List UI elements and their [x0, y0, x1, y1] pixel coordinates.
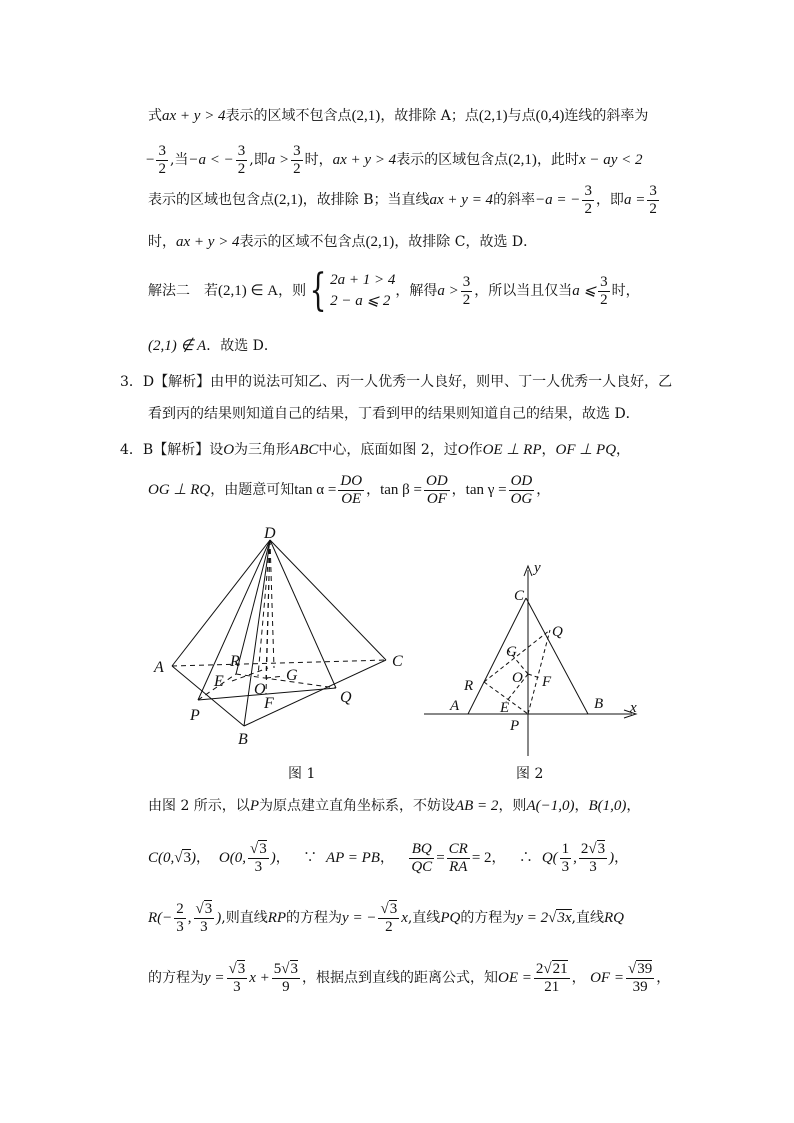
math: (2,1)	[274, 192, 303, 208]
label-D: D	[264, 526, 276, 542]
fraction: $\frac{OD}{OF}$	[425, 472, 448, 507]
text-line-6	[148, 336, 278, 356]
text: 表示的区域不包含点	[239, 234, 366, 250]
text: ,当	[169, 152, 189, 168]
label-C: C	[392, 653, 403, 670]
text: ，故排除 A；点	[380, 108, 479, 124]
label-y: y	[534, 560, 541, 576]
math: (2,1)	[508, 152, 537, 168]
label-B: B	[594, 696, 604, 712]
text: 时，	[611, 283, 640, 299]
label-R: R	[464, 678, 474, 694]
brace: {	[309, 265, 327, 316]
label-Q: Q	[552, 624, 563, 640]
label-E: E	[214, 673, 224, 690]
fraction: $\frac{√3}{3}$	[195, 900, 213, 935]
math: −a < −	[188, 152, 234, 168]
fraction: $\frac{1}{3}$	[561, 840, 570, 875]
fraction: $\frac{5√3}{9}$	[273, 960, 299, 995]
label-F: F	[542, 674, 552, 690]
fraction: $\frac{3}{2}$	[237, 142, 246, 177]
text: 表示的区域也包含点	[148, 192, 274, 208]
math: a >	[267, 152, 290, 168]
math: a =	[623, 192, 646, 208]
math: (2,1) ∉ A	[148, 338, 207, 354]
fraction: $\frac{√3}{3}$	[228, 960, 246, 995]
text: 时，	[304, 152, 333, 168]
fraction: $\frac{3}{2}$	[649, 182, 657, 217]
text: 连线的斜率为	[564, 108, 649, 124]
math: ax + y = 4	[429, 192, 494, 208]
fraction: $\frac{3}{2}$	[462, 273, 471, 308]
text: ，此时	[536, 152, 579, 168]
label-O: O	[254, 681, 266, 698]
fraction: $\frac{3}{2}$	[293, 142, 301, 177]
coord-line-4: 的方程为y = $\frac{√3}{3}$ x + $\frac{5√3}{9}$ ，根据点到直线的距离公式，知OE = $\frac{2√21}{21}$ ， OF = $\frac{√39}{39}$ ，	[148, 960, 671, 995]
text: ，故排除 B；当直线	[302, 192, 430, 208]
math: −a = −	[535, 192, 581, 208]
math: (0,4)	[535, 108, 565, 124]
fraction: $\frac{√3}{3}$	[249, 840, 267, 875]
item-3-line-1: 3．D【解析】由甲的说法可知乙、丙一人优秀一人良好，则甲、丁一人优秀一人良好，乙	[120, 374, 673, 390]
label-A: A	[154, 659, 164, 676]
label-E: E	[500, 700, 510, 716]
fraction: $\frac{√39}{39}$	[627, 960, 653, 995]
label-F: F	[264, 695, 274, 712]
text: 式	[148, 108, 162, 124]
fraction: $\frac{3}{2}$	[584, 182, 592, 217]
math: (2,1) ∈ A	[218, 283, 279, 299]
text: ，故排除 C，故选 D．	[394, 234, 538, 250]
math: a ⩽	[572, 283, 597, 299]
math: x − ay < 2	[578, 152, 643, 168]
text: 表示的区域包含点	[396, 152, 509, 168]
item-4-line-2: OG ⊥ RQ，由题意可知tan α = $\frac{DO}{OE}$ ，tan β = $\frac{OD}{OF}$ ，tan γ = $\frac{OD}{OG}$ ，	[148, 472, 551, 507]
fraction: $\frac{2√21}{21}$	[535, 960, 568, 995]
text-line-2	[146, 140, 643, 180]
fraction: $\frac{BQ}{QC}$	[411, 840, 433, 875]
label-G: G	[506, 644, 517, 660]
math: (2,1)	[478, 108, 508, 124]
fraction: $\frac{CR}{RA}$	[448, 840, 468, 875]
text-line-4	[148, 232, 537, 252]
fraction: $\frac{2}{3}$	[176, 900, 184, 935]
math: ax + y > 4	[162, 108, 226, 124]
label-R: R	[230, 653, 240, 670]
math: a >	[437, 283, 459, 299]
text: ，则	[278, 283, 307, 299]
figure-1-pyramid	[148, 526, 418, 748]
figure-2-caption: 图 2	[516, 766, 544, 782]
figure-1-caption: 图 1	[288, 766, 316, 782]
label-B: B	[238, 731, 248, 748]
math: ax + y > 4	[176, 234, 240, 250]
text: ，解得	[395, 283, 438, 299]
fraction: $\frac{√3}{2}$	[380, 900, 398, 935]
item-4-line-1: 4．B【解析】设O为三角形ABC中心，底面如图 2，过O作OE ⊥ RP，OF ⊥ PQ，	[120, 442, 631, 458]
text: ．故选 D．	[206, 338, 278, 354]
fraction: $\frac{3}{2}$	[600, 273, 608, 308]
label-A: A	[450, 698, 460, 714]
math: (2,1)	[365, 234, 395, 250]
label-Q: Q	[340, 689, 352, 706]
text: ,即	[249, 152, 268, 168]
text: 的斜率	[493, 192, 536, 208]
figure-2-coordinate-plot	[424, 556, 644, 766]
text-line-3	[148, 180, 661, 220]
label-G: G	[286, 667, 298, 684]
math: −	[146, 152, 155, 168]
item-3-line-2: 看到丙的结果则知道自己的结果，丁看到甲的结果则知道自己的结果，故选 D．	[148, 406, 640, 422]
label-P: P	[510, 718, 520, 734]
text: 与点	[507, 108, 536, 124]
coord-line-3: R(− $\frac{2}{3}$ , $\frac{√3}{3}$ ),则直线RP的方程为y = − $\frac{√3}{2}$ x,直线PQ的方程为y = 2√3x,直线RQ	[148, 900, 624, 935]
math: ax + y > 4	[332, 152, 397, 168]
text-line-1	[148, 106, 648, 126]
fraction: $\frac{2√3}{3}$	[580, 840, 606, 875]
label-P: P	[190, 707, 200, 724]
text: ，即	[595, 192, 624, 208]
fraction: $\frac{OD}{OG}$	[510, 472, 533, 507]
coord-line-2: C(0,√3)， O(0, $\frac{√3}{3}$ )， ∵ AP = PB， $\frac{BQ}{QC}$ = $\frac{CR}{RA}$ = 2， ∴ Q( $\frac{1}{3}$ , $\frac{2√3}{3}$ )，	[148, 840, 629, 875]
math: (2,1)	[351, 108, 381, 124]
fraction: $\frac{3}{2}$	[158, 142, 166, 177]
label-x: x	[630, 700, 637, 716]
text: ，所以当且仅当	[474, 283, 573, 299]
label-C: C	[514, 588, 525, 604]
text: 表示的区域不包含点	[225, 108, 352, 124]
coord-line-1: 由图 2 所示，以P为原点建立直角坐标系，不妨设AB = 2，则A(−1,0)，B(1,0)，	[148, 798, 641, 814]
fraction: $\frac{DO}{OE}$	[340, 472, 363, 507]
text: 解法二 若	[148, 283, 218, 299]
text-line-5	[148, 265, 640, 316]
text: 时，	[148, 234, 176, 250]
equation-system: 2a + 1 > 4 2 − a ⩽ 2	[330, 272, 396, 309]
label-O: O	[512, 670, 523, 686]
